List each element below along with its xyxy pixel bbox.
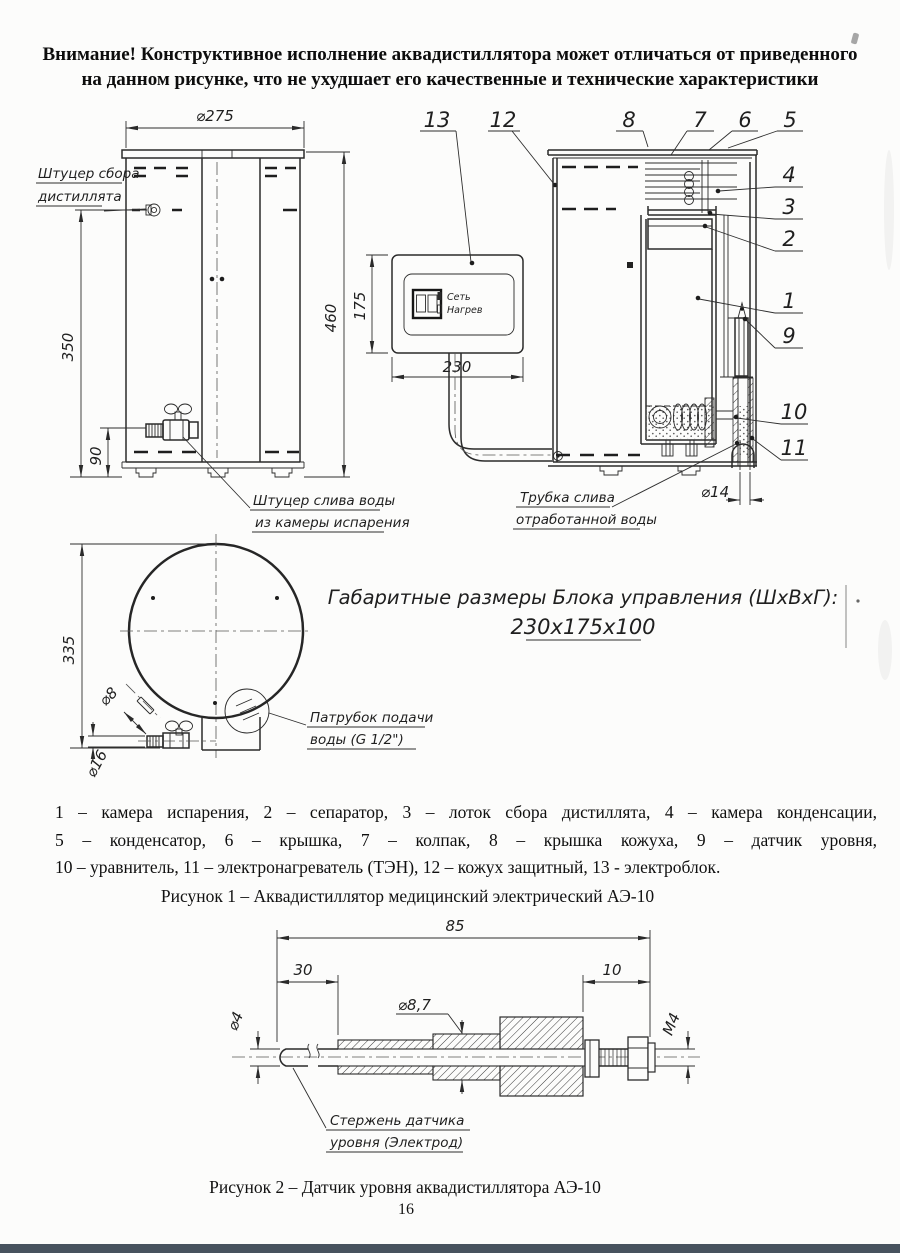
label-rod-line2: уровня (Электрод) bbox=[330, 1135, 464, 1151]
size-note bbox=[328, 586, 839, 640]
footer-bar bbox=[0, 1244, 900, 1253]
dim-thread-length: 10 bbox=[602, 961, 622, 979]
scan-smudge bbox=[884, 150, 894, 270]
callout-7: 7 bbox=[693, 108, 707, 132]
drain-valve bbox=[146, 404, 198, 440]
warning-text bbox=[30, 42, 870, 92]
dim-body-diameter: ⌀275 bbox=[196, 107, 234, 125]
dim-block-height: 175 bbox=[351, 291, 369, 321]
callout-3: 3 bbox=[782, 195, 796, 219]
callout-1: 1 bbox=[782, 289, 796, 313]
dim-total-height: 460 bbox=[322, 303, 340, 333]
front-view-dimensions bbox=[59, 107, 350, 477]
label-rod-line1: Стержень датчика bbox=[330, 1113, 465, 1129]
cable-inner bbox=[461, 353, 552, 461]
dim-total-length: 85 bbox=[445, 917, 465, 935]
warning-line1: Внимание! Конструктивное исполнение аквадистиллятора может отличаться от приведенного bbox=[42, 44, 858, 65]
dim-block-width: 230 bbox=[442, 358, 472, 376]
callout-8: 8 bbox=[622, 108, 636, 132]
dim-top-view-height: 335 bbox=[60, 635, 78, 665]
figure1-caption: Рисунок 1 – Аквадистиллятор медицинский электрический АЭ-10 bbox=[160, 886, 655, 906]
callout-11: 11 bbox=[780, 436, 808, 460]
callout-9: 9 bbox=[782, 324, 796, 348]
control-block bbox=[351, 108, 563, 461]
switch-label-heat: Нагрев bbox=[447, 305, 483, 316]
level-sensor-label bbox=[293, 1068, 470, 1152]
dim-rod-diameter: ⌀4 bbox=[223, 1009, 248, 1034]
label-waste-line2: отработанной воды bbox=[516, 512, 657, 528]
figure2-caption: Рисунок 2 – Датчик уровня аквадистиллятора АЭ-10 bbox=[209, 1177, 601, 1197]
section-view bbox=[513, 108, 808, 529]
figure1-legend bbox=[55, 799, 877, 882]
top-view bbox=[60, 534, 434, 780]
dim-electrode-length: 30 bbox=[293, 961, 313, 979]
label-distillate-line2: дистиллята bbox=[38, 189, 122, 205]
callout-6: 6 bbox=[738, 108, 752, 132]
callout-4: 4 bbox=[782, 163, 796, 187]
callout-13: 13 bbox=[423, 108, 451, 132]
dim-drain-height: 90 bbox=[87, 446, 105, 466]
label-drain-line1: Штуцер слива воды bbox=[253, 493, 396, 509]
callout-12: 12 bbox=[489, 108, 517, 132]
switch-label-power: Сеть bbox=[447, 292, 471, 303]
dim-thread: М4 bbox=[658, 1010, 684, 1038]
label-inlet-line1: Патрубок подачи bbox=[310, 710, 434, 726]
callout-2: 2 bbox=[782, 227, 796, 251]
dim-inlet-diameter: ⌀8 bbox=[95, 683, 122, 710]
dim-distillate-height: 350 bbox=[59, 332, 77, 362]
label-inlet-line2: воды (G 1/2") bbox=[310, 732, 404, 748]
legend-line1: 1 – камера испарения, 2 – сепаратор, 3 – лоток сбора дистиллята, 4 – камера конденсации, bbox=[55, 802, 877, 822]
label-waste-line1: Трубка слива bbox=[520, 490, 615, 506]
callout-5: 5 bbox=[783, 108, 797, 132]
size-note-line2: 230х175х100 bbox=[510, 615, 656, 639]
dim-waste-tube: ⌀14 bbox=[701, 483, 730, 501]
size-note-line1: Габаритные размеры Блока управления (ШхВхГ): bbox=[327, 586, 839, 609]
legend-line3: 10 – уравнитель, 11 – электронагреватель (ТЭН), 12 – кожух защитный, 13 - электроблок. bbox=[55, 857, 721, 877]
distillate-fitting bbox=[146, 204, 160, 216]
figure2-drawing bbox=[0, 915, 900, 1165]
label-drain-line2: из камеры испарения bbox=[255, 515, 410, 531]
legend-line2: 5 – конденсатор, 6 – крышка, 7 – колпак, 8 – крышка кожуха, 9 – датчик уровня, bbox=[55, 829, 877, 850]
scan-smudge bbox=[878, 620, 892, 680]
callout-10: 10 bbox=[780, 400, 808, 424]
warning-line2: на данном рисунке, что не ухудшает его качественные и технические характеристики bbox=[81, 69, 819, 90]
label-distillate-line1: Штуцер сбора bbox=[38, 166, 140, 182]
dim-middle-diameter: ⌀8,7 bbox=[398, 996, 431, 1014]
figure1-drawing bbox=[0, 100, 900, 795]
page-number: 16 bbox=[398, 1201, 414, 1218]
dim-drain-diameter: ⌀16 bbox=[82, 747, 112, 781]
